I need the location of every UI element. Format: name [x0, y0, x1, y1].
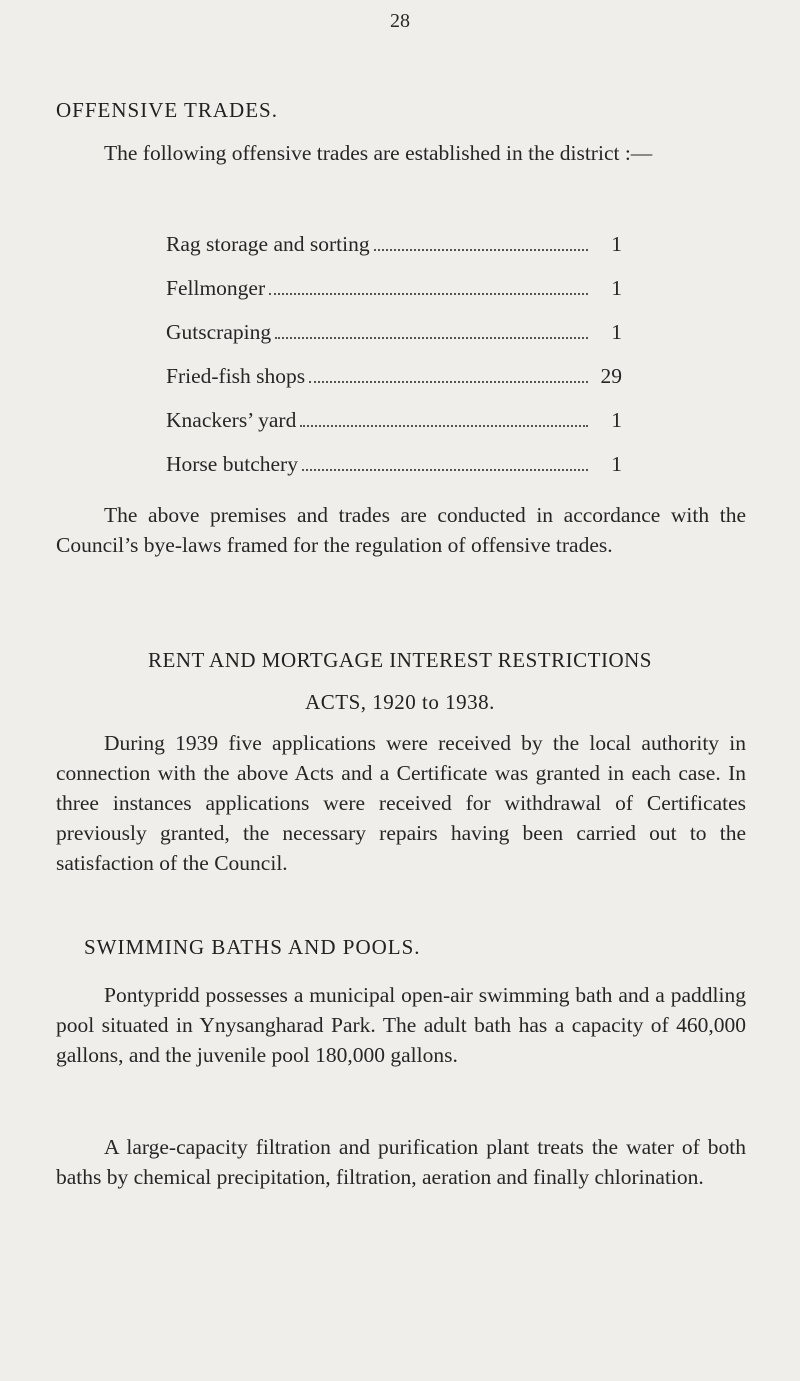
- dot-leader: [309, 381, 588, 383]
- dot-leader: [302, 469, 588, 471]
- offensive-trades-intro: [56, 138, 746, 168]
- dot-leader: [300, 425, 588, 427]
- trade-name: Rag storage and sorting: [166, 232, 370, 256]
- list-item: [166, 364, 622, 408]
- list-item: [166, 320, 622, 364]
- trade-count: 1: [611, 232, 622, 256]
- swimming-para-1: [56, 980, 746, 1070]
- list-item: [166, 276, 622, 320]
- trade-count: 1: [611, 276, 622, 300]
- swimming-text-1: Pontypridd possesses a municipal open-air swimming bath and a paddling pool situated in Ynysangharad Park. The adult bath has a capacity of 460,000 gallons, and the juvenile pool 180,000 gallons.: [56, 983, 746, 1067]
- trades-list: [166, 232, 622, 496]
- trade-name: Fried-fish shops: [166, 364, 306, 388]
- trade-count: 1: [611, 408, 622, 432]
- dot-leader: [275, 337, 588, 339]
- page-number: 28: [390, 10, 410, 32]
- swimming-para-2: [56, 1132, 746, 1192]
- trade-name: Knackers’ yard: [166, 408, 297, 432]
- trade-name: Horse butchery: [166, 452, 298, 476]
- rent-acts-text: During 1939 five applications were received by the local authority in connection with the above Acts and a Certificate was granted in each case. In three instances applications were received for withdrawal of Certificates previously granted, the necessary repairs having been carried out to the satisfaction of the Council.: [56, 731, 746, 875]
- offensive-trades-heading: OFFENSIVE TRADES.: [56, 98, 278, 122]
- trade-count: 1: [611, 320, 622, 344]
- trade-count: 1: [611, 452, 622, 476]
- trade-name: Gutscraping: [166, 320, 272, 344]
- intro-text: The following offensive trades are established in the district :—: [104, 141, 653, 165]
- dot-leader: [374, 249, 588, 251]
- dot-leader: [269, 293, 588, 295]
- trade-name: Fellmonger: [166, 276, 266, 300]
- list-item: [166, 232, 622, 276]
- closing-text: The above premises and trades are conducted in accordance with the Council’s bye-laws framed for the regulation of offensive trades.: [56, 503, 746, 557]
- rent-acts-heading: RENT AND MORTGAGE INTEREST RESTRICTIONS: [148, 648, 652, 672]
- rent-acts-subheading: ACTS, 1920 to 1938.: [305, 690, 495, 714]
- list-item: [166, 452, 622, 496]
- swimming-text-2: A large-capacity filtration and purification plant treats the water of both baths by chemical precipitation, filtration, aeration and finally chlorination.: [56, 1135, 746, 1189]
- rent-acts-body: [56, 728, 746, 878]
- swimming-heading: SWIMMING BATHS AND POOLS.: [84, 935, 421, 959]
- list-item: [166, 408, 622, 452]
- trade-count: 29: [600, 364, 622, 388]
- offensive-trades-closing: [56, 500, 746, 560]
